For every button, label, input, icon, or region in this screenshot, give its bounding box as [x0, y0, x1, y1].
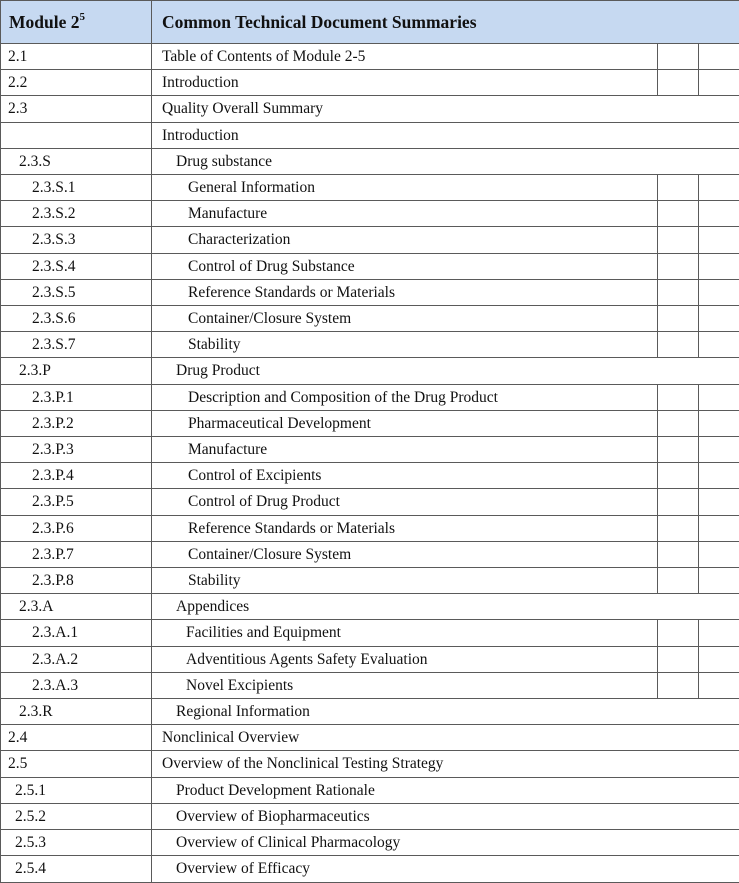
section-code: 2.3.P: [1, 358, 152, 384]
section-title: Overview of Biopharmaceutics: [152, 803, 739, 829]
section-code: 2.3.P.4: [1, 463, 152, 489]
section-title: Overview of the Nonclinical Testing Strategy: [152, 751, 739, 777]
table-row: [1, 541, 739, 567]
check-cell: [658, 463, 699, 489]
check-cell: [699, 646, 739, 672]
check-cell: [658, 489, 699, 515]
section-code: 2.3.S.4: [1, 253, 152, 279]
check-cell: [699, 253, 739, 279]
table-row: [1, 332, 739, 358]
check-cell: [699, 279, 739, 305]
footnote-marker: 5: [80, 11, 86, 23]
section-title: Description and Composition of the Drug Product: [152, 384, 658, 410]
section-title: Product Development Rationale: [152, 777, 739, 803]
section-code: 2.3.A.3: [1, 672, 152, 698]
section-title: Control of Excipients: [152, 463, 658, 489]
table-row: [1, 70, 739, 96]
check-cell: [658, 384, 699, 410]
check-cell: [699, 44, 739, 70]
check-cell: [699, 410, 739, 436]
check-cell: [699, 306, 739, 332]
check-cell: [699, 463, 739, 489]
table-row: [1, 253, 739, 279]
table-row: [1, 751, 739, 777]
section-code: 2.5.2: [1, 803, 152, 829]
section-title: Pharmaceutical Development: [152, 410, 658, 436]
summaries-header: Common Technical Document Summaries: [152, 1, 739, 44]
table-row: [1, 489, 739, 515]
section-code: 2.3.R: [1, 699, 152, 725]
section-code: 2.3.A.2: [1, 646, 152, 672]
check-cell: [699, 201, 739, 227]
check-cell: [658, 70, 699, 96]
section-title: Characterization: [152, 227, 658, 253]
section-title: Introduction: [152, 122, 739, 148]
check-cell: [658, 437, 699, 463]
section-code: 2.2: [1, 70, 152, 96]
section-title: Overview of Efficacy: [152, 856, 739, 882]
section-code: 2.3.P.7: [1, 541, 152, 567]
table-row: [1, 725, 739, 751]
check-cell: [699, 620, 739, 646]
section-title: Appendices: [152, 594, 739, 620]
section-title: Drug Product: [152, 358, 739, 384]
check-cell: [699, 515, 739, 541]
table-row: [1, 699, 739, 725]
section-title: Adventitious Agents Safety Evaluation: [152, 646, 658, 672]
table-row: [1, 384, 739, 410]
section-title: Nonclinical Overview: [152, 725, 739, 751]
check-cell: [658, 227, 699, 253]
check-cell: [658, 568, 699, 594]
check-cell: [658, 306, 699, 332]
table-row: [1, 122, 739, 148]
table-row: [1, 830, 739, 856]
module-header-label: Module 2: [9, 12, 80, 32]
section-code: 2.3.S.3: [1, 227, 152, 253]
section-title: Stability: [152, 332, 658, 358]
table-row: [1, 175, 739, 201]
section-title: Table of Contents of Module 2-5: [152, 44, 658, 70]
check-cell: [699, 175, 739, 201]
section-code: 2.1: [1, 44, 152, 70]
table-row: [1, 227, 739, 253]
table-row: [1, 358, 739, 384]
section-title: Control of Drug Substance: [152, 253, 658, 279]
section-title: Drug substance: [152, 148, 739, 174]
check-cell: [658, 410, 699, 436]
check-cell: [658, 201, 699, 227]
section-code: [1, 122, 152, 148]
section-code: 2.5.3: [1, 830, 152, 856]
section-code: 2.5: [1, 751, 152, 777]
section-title: Regional Information: [152, 699, 739, 725]
check-cell: [658, 646, 699, 672]
section-title: Overview of Clinical Pharmacology: [152, 830, 739, 856]
table-row: [1, 148, 739, 174]
section-code: 2.3.P.2: [1, 410, 152, 436]
table-row: [1, 96, 739, 122]
section-code: 2.3.P.6: [1, 515, 152, 541]
check-cell: [658, 620, 699, 646]
section-code: 2.3.P.8: [1, 568, 152, 594]
table-row: [1, 306, 739, 332]
table-row: [1, 777, 739, 803]
check-cell: [658, 515, 699, 541]
table-row: [1, 437, 739, 463]
check-cell: [699, 568, 739, 594]
module-header: [1, 1, 152, 44]
table-row: [1, 410, 739, 436]
section-title: Stability: [152, 568, 658, 594]
table-row: [1, 646, 739, 672]
check-cell: [658, 672, 699, 698]
table-row: [1, 463, 739, 489]
section-title: Control of Drug Product: [152, 489, 658, 515]
table-row: [1, 672, 739, 698]
check-cell: [658, 541, 699, 567]
check-cell: [699, 332, 739, 358]
section-code: 2.4: [1, 725, 152, 751]
section-code: 2.3.S.2: [1, 201, 152, 227]
table-row: [1, 620, 739, 646]
check-cell: [699, 227, 739, 253]
table-row: [1, 856, 739, 882]
section-code: 2.3.S.7: [1, 332, 152, 358]
check-cell: [658, 332, 699, 358]
check-cell: [699, 437, 739, 463]
section-title: Facilities and Equipment: [152, 620, 658, 646]
section-code: 2.3.P.1: [1, 384, 152, 410]
section-title: Container/Closure System: [152, 306, 658, 332]
section-title: Introduction: [152, 70, 658, 96]
section-code: 2.3.A.1: [1, 620, 152, 646]
section-code: 2.3.S: [1, 148, 152, 174]
section-code: 2.5.4: [1, 856, 152, 882]
table-row: [1, 594, 739, 620]
check-cell: [658, 279, 699, 305]
check-cell: [699, 489, 739, 515]
table-row: [1, 515, 739, 541]
check-cell: [658, 253, 699, 279]
section-code: 2.3.P.5: [1, 489, 152, 515]
table-header-row: [1, 1, 739, 44]
section-title: Reference Standards or Materials: [152, 515, 658, 541]
table-row: [1, 201, 739, 227]
table-row: [1, 803, 739, 829]
table-row: [1, 44, 739, 70]
check-cell: [699, 384, 739, 410]
section-code: 2.3.S.6: [1, 306, 152, 332]
section-code: 2.3: [1, 96, 152, 122]
section-title: General Information: [152, 175, 658, 201]
section-code: 2.3.P.3: [1, 437, 152, 463]
check-cell: [699, 672, 739, 698]
table-row: [1, 279, 739, 305]
section-code: 2.5.1: [1, 777, 152, 803]
section-title: Quality Overall Summary: [152, 96, 739, 122]
section-title: Manufacture: [152, 437, 658, 463]
section-code: 2.3.S.5: [1, 279, 152, 305]
section-title: Container/Closure System: [152, 541, 658, 567]
section-code: 2.3.S.1: [1, 175, 152, 201]
section-title: Manufacture: [152, 201, 658, 227]
check-cell: [699, 541, 739, 567]
check-cell: [658, 44, 699, 70]
section-title: Novel Excipients: [152, 672, 658, 698]
table-row: [1, 568, 739, 594]
section-code: 2.3.A: [1, 594, 152, 620]
section-title: Reference Standards or Materials: [152, 279, 658, 305]
check-cell: [699, 70, 739, 96]
check-cell: [658, 175, 699, 201]
